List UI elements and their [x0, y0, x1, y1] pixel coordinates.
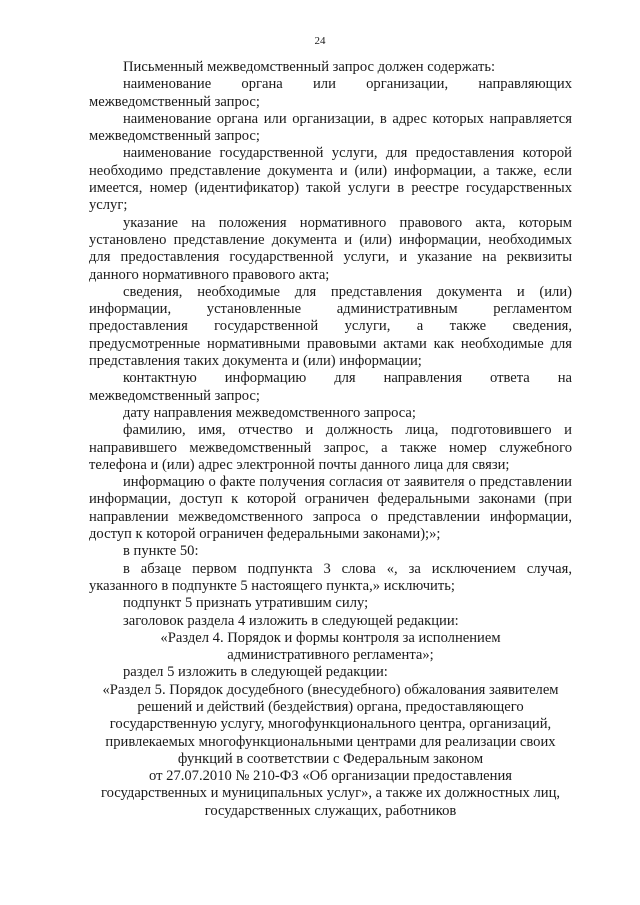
paragraph-required-info: сведения, необходимые для представления документа и (или) информации, установленные административным регламентом предоставления государственной услуги, а также сведения, предусмотренные нормативными правовыми актами как необходимые для представления таких документа и (или) информации;	[89, 283, 572, 370]
heading-line: государственную услугу, многофункционального центра, организаций,	[109, 716, 552, 733]
paragraph-legal-act: указание на положения нормативного правового акта, которым установлено представление документа и (или) информации, необходимых для предоставления государственной услуги, и указание на реквизиты данного нормативного правового акта;	[89, 214, 572, 283]
paragraph-intro: Письменный межведомственный запрос должен содержать:	[123, 59, 496, 75]
paragraph-subitem-3: в абзаце первом подпункта 3 слова «, за исключением случая, указанного в подпункте 5 настоящего пункта,» исключить;	[89, 560, 572, 594]
paragraph-service-name: наименование государственной услуги, для предоставления которой необходимо представление документа и (или) информации, а также, если имеется, номер (идентификатор) такой услуги в реестре государственных услуг;	[89, 145, 572, 214]
paragraph-request-date: дату направления межведомственного запроса;	[123, 404, 416, 421]
document-body	[89, 59, 572, 820]
paragraph-addressee-organ: наименование органа или организации, в адрес которых направляется межведомственный запрос;	[89, 110, 572, 145]
heading-line: от 27.07.2010 № 210-ФЗ «Об организации предоставления	[149, 768, 512, 785]
paragraph-subitem-5: подпункт 5 признать утратившим силу;	[123, 595, 369, 612]
heading-section-4	[89, 630, 572, 665]
heading-line: государственных и муниципальных услуг», а также их должностных лиц,	[100, 785, 561, 802]
heading-line: административного регламента»;	[227, 647, 434, 664]
paragraph-section-5: раздел 5 изложить в следующей редакции:	[123, 664, 388, 681]
heading-line: государственных служащих, работников	[204, 802, 457, 819]
heading-line: привлекаемых многофункциональными центрами для реализации своих	[105, 733, 556, 750]
heading-line: решений и действий (бездействия) органа, предоставляющего	[137, 698, 524, 715]
page-number: 24	[314, 35, 326, 47]
heading-line: «Раздел 4. Порядок и формы контроля за исполнением	[160, 629, 501, 646]
paragraph-section-4-title: заголовок раздела 4 изложить в следующей редакции:	[123, 612, 459, 629]
paragraph-consent-info: информацию о факте получения согласия от заявителя о представлении информации, доступ к которой ограничен федеральными законами (при направлении межведомственного запроса о представлении информации, доступ к которой ограничен федеральными законами);»;	[89, 474, 572, 543]
paragraph-responsible-person: фамилию, имя, отчество и должность лица, подготовившего и направившего межведомственный запрос, а также номер служебного телефона и (или) адрес электронной почты данного лица для связи;	[89, 422, 572, 473]
paragraph-contact-info: контактную информацию для направления ответа на межведомственный запрос;	[89, 370, 572, 404]
heading-section-5	[89, 682, 572, 820]
heading-line: «Раздел 5. Порядок досудебного (внесудебного) обжалования заявителем	[102, 681, 559, 698]
paragraph-requesting-organ: наименование органа или организации, направляющих межведомственный запрос;	[89, 76, 572, 110]
heading-line: функций в соответствии с Федеральным законом	[177, 750, 484, 767]
paragraph-item-50: в пункте 50:	[123, 543, 199, 560]
